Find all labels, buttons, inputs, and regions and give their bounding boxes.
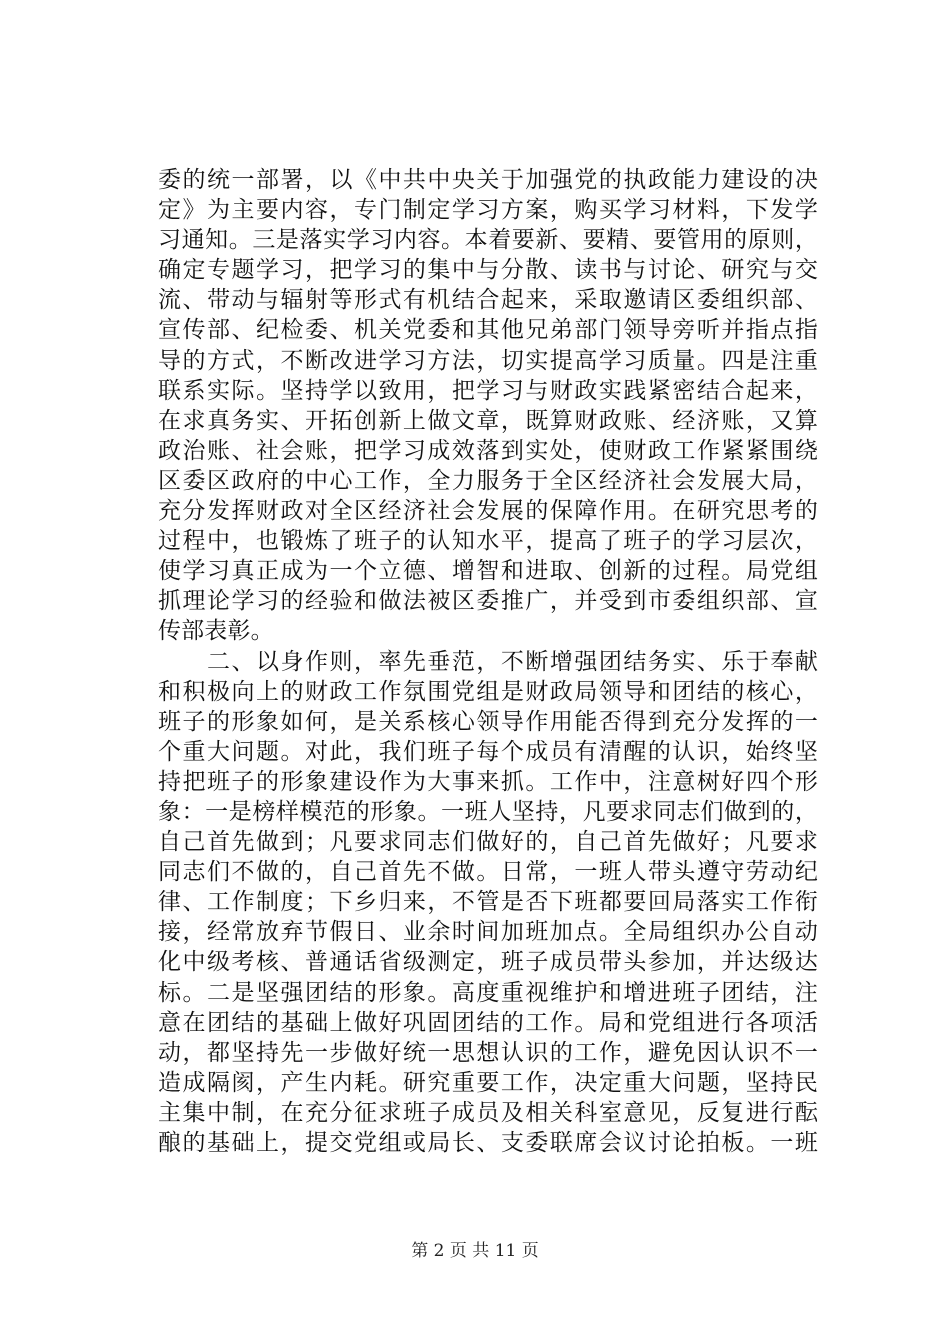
text-line: 意在团结的基础上做好巩固团结的工作。局和党组进行各项活 xyxy=(158,1009,818,1036)
text-line: 象：一是榜样模范的形象。一班人坚持，凡要求同志们做到的， xyxy=(158,798,818,825)
text-line: 在求真务实、开拓创新上做文章，既算财政账、经济账，又算 xyxy=(158,407,818,434)
text-line: 主集中制，在充分征求班子成员及相关科室意见，反复进行酝 xyxy=(158,1099,818,1126)
paragraph-start-line: 二、以身作则，率先垂范，不断增强团结务实、乐于奉献 xyxy=(158,648,818,675)
text-line: 标。二是坚强团结的形象。高度重视维护和增进班子团结，注 xyxy=(158,979,818,1006)
text-line: 动，都坚持先一步做好统一思想认识的工作，避免因认识不一 xyxy=(158,1039,818,1066)
text-line: 联系实际。坚持学以致用，把学习与财政实践紧密结合起来， xyxy=(158,377,818,404)
text-line: 同志们不做的，自己首先不做。日常，一班人带头遵守劳动纪 xyxy=(158,859,818,886)
text-line: 委的统一部署，以《中共中央关于加强党的执政能力建设的决 xyxy=(158,167,818,193)
text-line: 接，经常放弃节假日、业余时间加班加点。全局组织办公自动 xyxy=(158,919,818,946)
text-line: 造成隔阂，产生内耗。研究重要工作，决定重大问题，坚持民 xyxy=(158,1069,818,1096)
text-line: 确定专题学习，把学习的集中与分散、读书与讨论、研究与交 xyxy=(158,257,818,284)
text-line: 过程中，也锻炼了班子的认知水平，提高了班子的学习层次， xyxy=(158,528,818,555)
page-number-footer: 第 2 页 共 11 页 xyxy=(411,1241,539,1261)
body-text xyxy=(158,165,818,1158)
text-line: 班子的形象如何，是关系核心领导作用能否得到充分发挥的一 xyxy=(158,708,818,735)
text-line: 个重大问题。对此，我们班子每个成员有清醒的认识，始终坚 xyxy=(158,738,818,765)
text-line: 抓理论学习的经验和做法被区委推广，并受到市委组织部、宣 xyxy=(158,588,818,615)
text-line: 政治账、社会账，把学习成效落到实处，使财政工作紧紧围绕 xyxy=(158,437,818,464)
text-line: 自己首先做到；凡要求同志们做好的，自己首先做好；凡要求 xyxy=(158,829,818,856)
text-line: 区委区政府的中心工作，全力服务于全区经济社会发展大局， xyxy=(158,467,818,494)
text-line: 导的方式，不断改进学习方法，切实提高学习质量。四是注重 xyxy=(158,347,818,374)
text-line: 定》为主要内容，专门制定学习方案，购买学习材料，下发学 xyxy=(158,197,818,224)
text-line: 宣传部、纪检委、机关党委和其他兄弟部门领导旁听并指点指 xyxy=(158,317,818,344)
text-line: 持把班子的形象建设作为大事来抓。工作中，注意树好四个形 xyxy=(158,768,818,795)
text-line: 酿的基础上，提交党组或局长、支委联席会议讨论拍板。一班 xyxy=(158,1130,818,1156)
text-line: 律、工作制度；下乡归来，不管是否下班都要回局落实工作衔 xyxy=(158,889,818,916)
text-line: 化中级考核、普通话省级测定，班子成员带头参加，并达级达 xyxy=(158,949,818,976)
text-line: 流、带动与辐射等形式有机结合起来，采取邀请区委组织部、 xyxy=(158,287,818,314)
paragraph-end-line: 传部表彰。 xyxy=(158,618,274,645)
text-line: 使学习真正成为一个立德、增智和进取、创新的过程。局党组 xyxy=(158,558,818,585)
text-line: 习通知。三是落实学习内容。本着要新、要精、要管用的原则， xyxy=(158,227,818,254)
text-line: 和积极向上的财政工作氛围党组是财政局领导和团结的核心， xyxy=(158,678,818,705)
text-line: 充分发挥财政对全区经济社会发展的保障作用。在研究思考的 xyxy=(158,498,818,525)
